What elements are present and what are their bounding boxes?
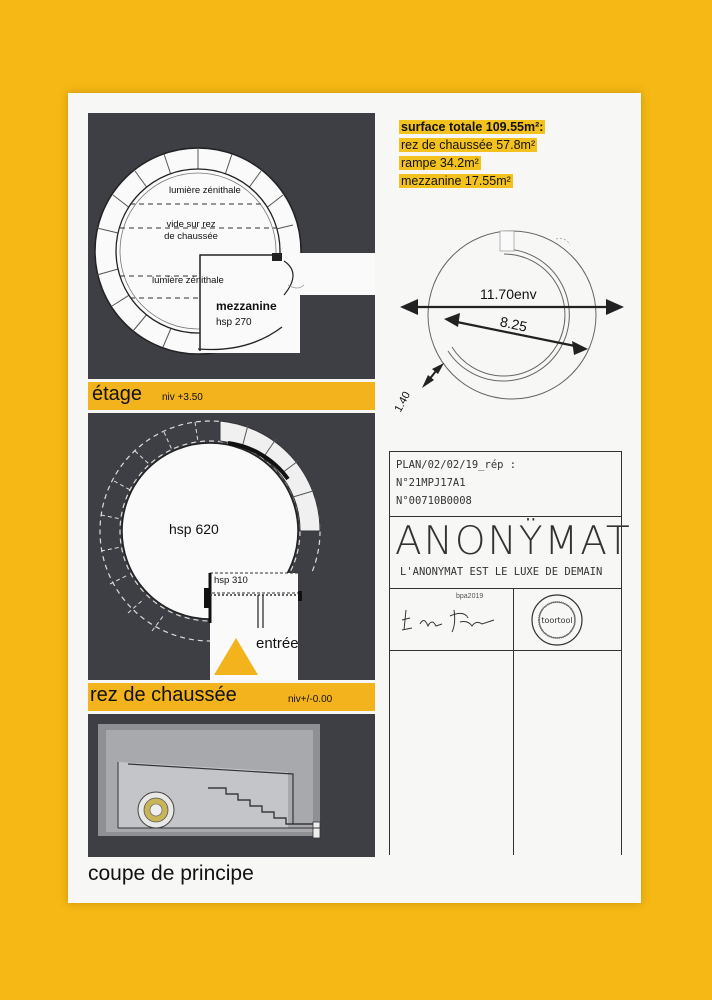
signature xyxy=(398,598,508,638)
etage-level: niv +3.50 xyxy=(162,392,203,403)
cartouche-frame-top xyxy=(389,451,622,452)
ground-level: niv+/-0.00 xyxy=(288,694,333,705)
dim-outer: 11.70env xyxy=(480,286,537,302)
skylight-label-top: lumière zénithale xyxy=(169,185,241,196)
svg-text:toortool: toortool xyxy=(541,616,573,625)
section-drawing xyxy=(88,714,375,857)
ref-number-1: N°21MPJ17A1 xyxy=(396,477,466,489)
plan-sheet xyxy=(68,93,641,903)
ground-height-small: hsp 310 xyxy=(214,575,248,586)
ref-number-2: N°00710B0008 xyxy=(396,495,472,507)
signature-label: bpa2019 xyxy=(456,593,484,600)
void-label-1: vide sur rez xyxy=(166,219,216,230)
area-mezz-text: mezzanine 17.55m² xyxy=(401,174,511,188)
area-total xyxy=(399,118,545,136)
stamp-seal xyxy=(530,593,584,647)
cartouche-divider-vertical xyxy=(513,588,514,855)
dim-wall: 1.40 xyxy=(392,389,414,415)
plan-ref: PLAN/02/02/19_rép : xyxy=(396,459,517,471)
cartouche-divider-3 xyxy=(389,650,622,651)
mezzanine-height: hsp 270 xyxy=(216,317,252,328)
skylight-label-bottom: lumière zénithale xyxy=(152,275,224,286)
brand-tagline: L'ANONYMAT EST LE LUXE DE DEMAIN xyxy=(400,566,603,578)
area-mezzanine xyxy=(399,172,513,190)
ground-title: rez de chaussée xyxy=(90,684,237,706)
cartouche-divider-1 xyxy=(389,516,622,517)
brand-logo: ANONŸMAT xyxy=(395,519,632,564)
area-ground xyxy=(399,136,537,154)
cartouche-frame-right xyxy=(621,451,622,855)
etage-title-band xyxy=(88,382,375,410)
ground-height-main: hsp 620 xyxy=(169,521,219,537)
entry-label: entrée xyxy=(256,635,299,652)
ground-plan-drawing xyxy=(88,413,375,680)
cartouche-divider-2 xyxy=(389,588,622,589)
etage-title: étage xyxy=(92,383,143,405)
ground-title-band xyxy=(88,683,375,711)
mezzanine-label: mezzanine xyxy=(216,299,277,313)
cartouche-frame-left xyxy=(389,451,390,855)
dim-inner: 8.25 xyxy=(498,313,529,335)
section-title: coupe de principe xyxy=(88,862,254,885)
area-total-text: surface totale 109.55m²: xyxy=(401,120,544,134)
void-label-2: de chaussée xyxy=(164,231,218,242)
area-ramp-text: rampe 34.2m² xyxy=(401,156,479,170)
area-ground-text: rez de chaussée 57.8m² xyxy=(401,138,536,152)
area-ramp xyxy=(399,154,481,172)
etage-plan-drawing xyxy=(88,113,375,379)
